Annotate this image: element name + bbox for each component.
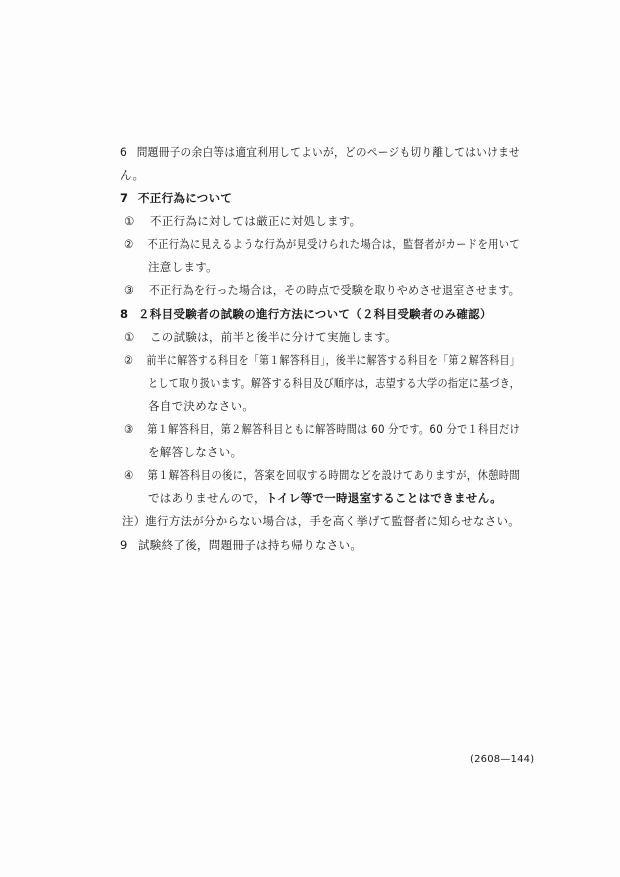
item-7-sub-3-text: 不正行為を行った場合は，その時点で受験を取りやめさせ退室させます。	[148, 283, 520, 297]
item-7-sub-1-mark: ①	[124, 214, 135, 228]
item-7-sub-3-mark: ③	[124, 283, 135, 297]
item-6-text: 問題冊子の余白等は適宜利用してよいが，どのページも切り離してはいけませ	[136, 145, 521, 159]
item-8-sub-4-text: 第１解答科目の後に，答案を回収する時間などを設けてありますが，休憩時間	[147, 468, 521, 482]
document-code: (2608—144)	[470, 754, 535, 765]
item-8-sub-2-mark: ②	[124, 353, 134, 367]
item-9-number: 9	[120, 538, 128, 552]
item-6	[120, 144, 520, 160]
item-8-sub-3-text: 第１解答科目，第２解答科目ともに解答時間は 60 分です。60 分で１科目だけ	[147, 422, 521, 436]
item-7-number: 7	[120, 191, 129, 205]
item-8-sub-2	[124, 352, 520, 368]
item-7-sub-2	[124, 236, 520, 252]
item-7-sub-2-continuation: 注意します。	[148, 260, 218, 274]
item-8-note: 注）進行方法が分からない場合は，手を高く挙げて監督者に知らせなさい。	[122, 514, 521, 528]
item-7-heading: 不正行為について	[138, 191, 233, 205]
item-8-sub-1-mark: ①	[124, 330, 135, 344]
item-7-sub-1	[124, 213, 361, 229]
item-9-text: 試験終了後，問題冊子は持ち帰りなさい。	[138, 538, 363, 552]
item-7-sub-2-mark: ②	[124, 237, 134, 251]
item-7-sub-3	[124, 282, 520, 298]
item-8-sub-2-continuation-1: として取り扱います。解答する科目及び順序は，志望する大学の指定に基づき，	[148, 376, 521, 390]
item-8-sub-3-continuation: を解答しなさい。	[148, 445, 243, 459]
item-8-sub-2-text: 前半に解答する科目を「第１解答科目」，後半に解答する科目を「第２解答科目」	[146, 353, 521, 367]
item-8-sub-1-text: この試験は，前半と後半に分けて実施します。	[150, 330, 397, 344]
item-8-number: 8	[120, 307, 129, 321]
item-8-sub-2-continuation-2: 各自で決めなさい。	[148, 399, 255, 413]
item-7-sub-1-text: 不正行為に対しては厳正に対処します。	[150, 214, 362, 228]
item-6-continuation: ん。	[120, 168, 145, 182]
item-8-sub-4-mark: ④	[124, 468, 134, 482]
item-8-sub-4-continuation-bold: トイレ等で一時退室することはできません。	[265, 491, 502, 505]
item-7-heading-line	[120, 190, 232, 206]
item-8-sub-3	[124, 421, 520, 437]
item-8-sub-1	[124, 329, 397, 345]
item-8-sub-4	[124, 467, 520, 483]
item-9	[120, 537, 362, 553]
item-8-sub-4-continuation-plain: ではありませんので，	[148, 491, 266, 505]
item-8-sub-3-mark: ③	[124, 422, 134, 436]
item-8-heading: ２科目受験者の試験の進行方法について（２科目受験者のみ確認）	[138, 307, 492, 321]
item-7-sub-2-text: 不正行為に見えるような行為が見受けられた場合は，監督者がカードを用いて	[147, 237, 521, 251]
item-6-number: 6	[120, 145, 128, 159]
item-8-heading-line	[120, 306, 492, 322]
item-8-sub-4-continuation	[148, 490, 502, 506]
